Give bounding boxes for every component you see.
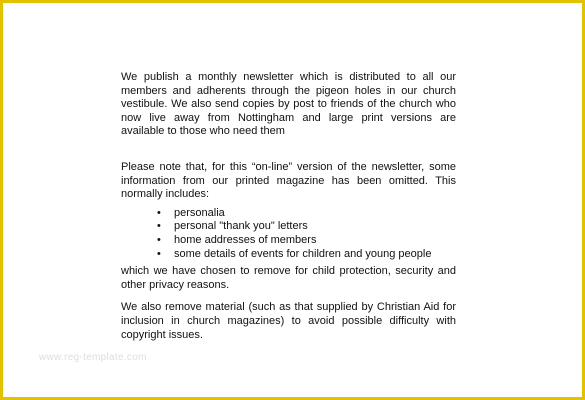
watermark-text: www.reg-template.com xyxy=(39,352,147,363)
list-item-text: personal "thank you" letters xyxy=(174,220,308,233)
intro-paragraph: We publish a monthly newsletter which is distributed to all our members and adherents through the pigeon holes in our church vestibule. We also send copies by post to friends of the church who now live away from Nottingham and large print versions are available to those who need them xyxy=(121,71,456,138)
privacy-paragraph: which we have chosen to remove for child protection, security and other privacy reasons. xyxy=(121,265,456,291)
bullet-icon: • xyxy=(157,220,161,233)
list-item-text: some details of events for children and young people xyxy=(174,247,432,260)
document-body xyxy=(121,71,456,342)
list-item-text: home addresses of members xyxy=(174,233,317,246)
paragraph-spacer xyxy=(121,292,456,301)
copyright-paragraph: We also remove material (such as that supplied by Christian Aid for inclusion in church magazines) to avoid possible difficulty with copyright issues. xyxy=(121,301,456,341)
paragraph-spacer xyxy=(121,139,456,161)
omitted-items-list xyxy=(121,207,456,261)
list-item xyxy=(157,233,456,248)
list-item xyxy=(157,247,456,262)
bullet-icon: • xyxy=(157,233,161,246)
bullet-icon: • xyxy=(157,247,161,260)
note-paragraph: Please note that, for this “on-line” version of the newsletter, some information from our printed magazine has been omitted. This normally includes: xyxy=(121,160,456,201)
list-item xyxy=(157,220,456,234)
list-item-text: personalia xyxy=(174,206,225,219)
bullet-icon: • xyxy=(157,206,161,219)
list-item xyxy=(157,206,456,221)
